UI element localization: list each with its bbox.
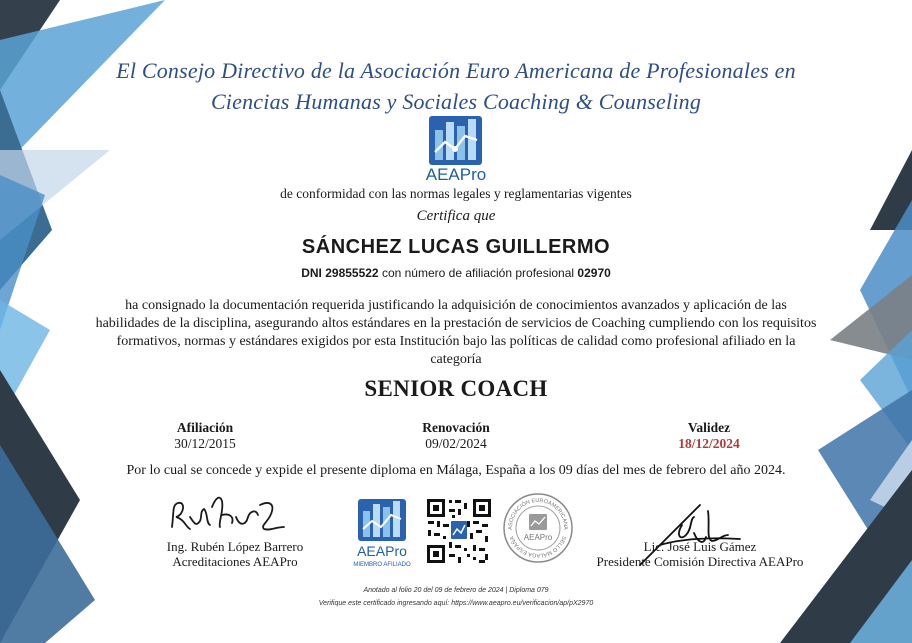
right-signatory — [570, 539, 830, 569]
header-title-line2: Ciencias Humanas y Sociales Coaching & Counseling — [210, 89, 702, 114]
qr-code-icon[interactable] — [425, 497, 493, 565]
affiliation-date: 30/12/2015 — [174, 436, 236, 451]
seal-center-text: AEAPro — [523, 533, 553, 542]
seal-bottom-text: SELLO MÁLAGA ESPAÑA — [509, 535, 567, 559]
affiliation-number: 02970 — [577, 266, 611, 280]
body-paragraph: ha consignado la documentación requerida justificando la adquisición de conocimientos avanzados y aplicación de las habilidades de la disciplina, asegurando altos estándares en la prestación de servicios de Coaching cumpliendo con los requisitos formativos, normas y estándares exigidos por esta Institución bajo las políticas de calidad como profesional afiliado en la categoría — [95, 298, 817, 367]
validity-label: Validez — [687, 420, 731, 435]
holder-name: SÁNCHEZ LUCAS GUILLERMO — [301, 236, 611, 258]
aeapro-logo-icon — [429, 116, 482, 165]
seal-top-text: ASOCIACIÓN EUROAMERICANA — [507, 497, 569, 530]
association-seal-icon — [502, 492, 574, 564]
aeapro-logo-text: AEAPro — [425, 165, 487, 184]
renewal-label: Renovación — [422, 420, 490, 435]
left-signatory — [135, 539, 335, 569]
renewal-date-block — [356, 420, 556, 452]
header-title-line1: El Consejo Directivo de la Asociación Euro Americana de Profesionales en — [116, 58, 796, 83]
right-signatory-name: Lic. José Luis Gámez — [643, 539, 757, 554]
dni-line — [0, 266, 912, 280]
left-signatory-name: Ing. Rubén López Barrero — [166, 539, 304, 554]
validity-date-block — [609, 420, 809, 452]
renewal-date: 09/02/2024 — [425, 436, 487, 451]
affiliation-label: Afiliación — [176, 420, 234, 435]
dni-label: DNI — [301, 266, 322, 280]
dni-number: 29855522 — [325, 266, 379, 280]
category-title: SENIOR COACH — [364, 376, 548, 401]
affiliation-text: con número de afiliación profesional — [381, 266, 575, 280]
closing-statement: Por lo cual se concede y expide el presente diploma en Málaga, España a los 09 días del mes de febrero del año 2024. — [126, 463, 786, 478]
certifies-text: Certifica que — [416, 208, 496, 224]
member-logo-text: AEAPro — [357, 543, 407, 559]
left-signature-icon — [160, 487, 300, 539]
footer-annotation: Anotado al folio 20 del 09 de febrero de 2024 | Diploma 079 — [363, 587, 549, 594]
right-signatory-title: Presidente Comisión Directiva AEAPro — [596, 554, 804, 569]
affiliation-date-block — [105, 420, 305, 452]
member-logo-icon — [347, 497, 417, 569]
left-signatory-title: Acreditaciones AEAPro — [172, 554, 298, 569]
validity-date: 18/12/2024 — [678, 436, 740, 451]
footer-verification-link[interactable]: Verifique este certificado ingresando aquí: https://www.aeapro.eu/verificacion/ap/pX2970 — [318, 600, 594, 607]
member-logo-subtitle: MIEMBRO AFILIADO — [353, 562, 411, 568]
conformity-text: de conformidad con las normas legales y reglamentarias vigentes — [280, 186, 632, 201]
